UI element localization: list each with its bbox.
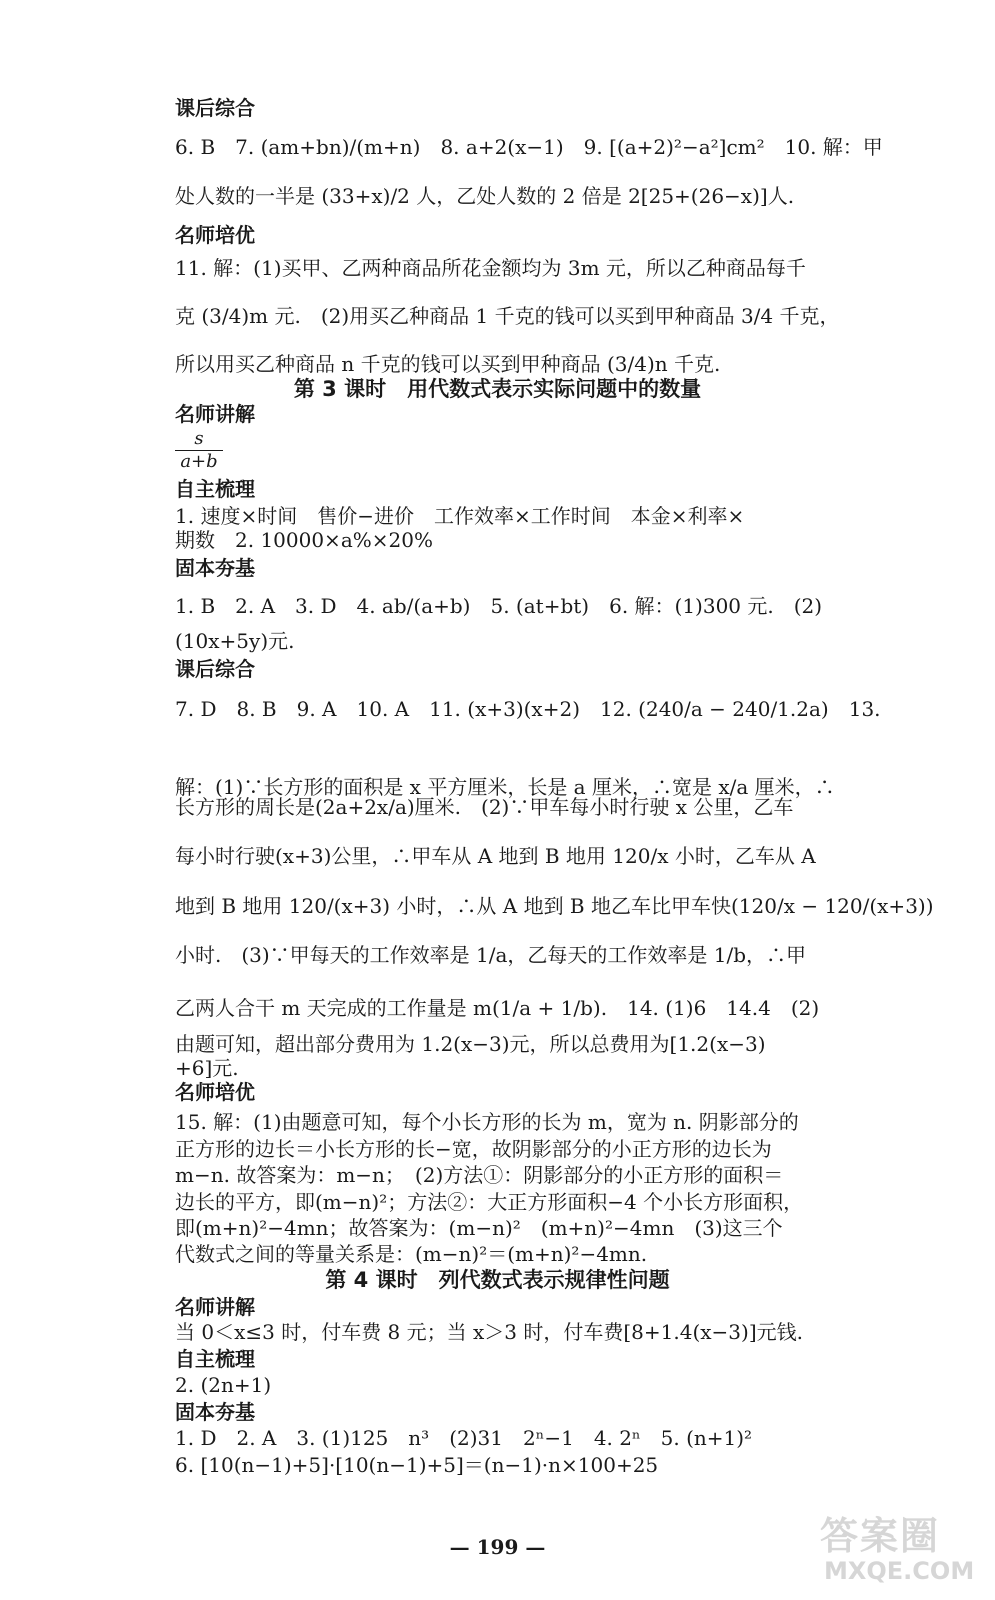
answer-line: 每小时行驶(x+3)公里，∴甲车从 A 地到 B 地用 120/x 小时，乙车从 A	[175, 844, 816, 868]
lesson-title: 第 4 课时 列代数式表示规律性问题	[325, 1268, 670, 1292]
answer-line: 处人数的一半是 (33+x)/2 人，乙处人数的 2 倍是 2[25+(26−x)]人.	[175, 184, 795, 208]
answer-line: 边长的平方，即(m−n)²；方法②：大正方形面积−4 个小长方形面积，	[175, 1190, 804, 1214]
answer-line: 地到 B 地用 120/(x+3) 小时，∴从 A 地到 B 地乙车比甲车快(120/x − 120/(x+3))	[175, 894, 934, 918]
answer-line: 15. 解：(1)由题意可知，每个小长方形的长为 m，宽为 n. 阴影部分的	[175, 1110, 799, 1134]
answer-line: 期数 2. 10000×a%×20%	[175, 528, 433, 552]
lesson-title: 第 3 课时 用代数式表示实际问题中的数量	[293, 377, 702, 401]
fraction-numerator: s	[175, 428, 223, 451]
answer-line: 即(m+n)²−4mn；故答案为：(m−n)² (m+n)²−4mn (3)这三个	[175, 1216, 783, 1240]
answer-line: 解：(1)∵长方形的面积是 x 平方厘米，长是 a 厘米，∴宽是 x/a 厘米，∴	[175, 775, 835, 799]
section-heading: 自主梳理	[175, 1347, 255, 1371]
section-heading: 固本夯基	[175, 1400, 255, 1424]
answer-line: 代数式之间的等量关系是：(m−n)²＝(m+n)²−4mn.	[175, 1242, 648, 1266]
section-heading: 自主梳理	[175, 477, 255, 501]
answer-line: 1. 速度×时间 售价−进价 工作效率×工作时间 本金×利率×	[175, 504, 745, 528]
answer-line: 2. (2n+1)	[175, 1373, 272, 1397]
answer-line: 由题可知，超出部分费用为 1.2(x−3)元，所以总费用为[1.2(x−3)	[175, 1032, 766, 1056]
section-heading: 名师培优	[175, 223, 255, 247]
watermark-site-text: MXQE.COM	[824, 1557, 975, 1585]
watermark-logo-text: 答案圈	[820, 1514, 941, 1558]
answer-line: 11. 解：(1)买甲、乙两种商品所花金额均为 3m 元，所以乙种商品每千	[175, 256, 806, 280]
answer-line: 所以用买乙种商品 n 千克的钱可以买到甲种商品 (3/4)n 千克.	[175, 352, 721, 376]
answer-line: m−n. 故答案为：m−n； (2)方法①：阴影部分的小正方形的面积＝	[175, 1163, 784, 1187]
answer-line: 6. B 7. (am+bn)/(m+n) 8. a+2(x−1) 9. [(a+2)²−a²]cm² 10. 解：甲	[175, 135, 883, 159]
answer-line: 乙两人合干 m 天完成的工作量是 m(1/a + 1/b). 14. (1)6 14.4 (2)	[175, 996, 820, 1020]
answer-line: 1. B 2. A 3. D 4. ab/(a+b) 5. (at+bt) 6. 解：(1)300 元. (2)	[175, 594, 823, 618]
watermark-logo	[820, 1505, 990, 1595]
answer-line: 小时. (3)∵甲每天的工作效率是 1/a，乙每天的工作效率是 1/b，∴甲	[175, 943, 807, 967]
section-heading: 名师培优	[175, 1080, 255, 1104]
section-heading: 课后综合	[175, 96, 255, 120]
page-number: — 199 —	[449, 1535, 546, 1559]
fraction-answer	[175, 428, 223, 473]
answer-line: +6]元.	[175, 1056, 239, 1080]
section-heading: 名师讲解	[175, 402, 255, 426]
answer-line: 正方形的边长＝小长方形的长−宽，故阴影部分的小正方形的边长为	[175, 1137, 772, 1161]
section-heading: 名师讲解	[175, 1295, 255, 1319]
fraction-denominator: a+b	[180, 451, 218, 472]
answer-line: 克 (3/4)m 元. (2)用买乙种商品 1 千克的钱可以买到甲种商品 3/4 千克，	[175, 304, 840, 328]
answer-line: 1. D 2. A 3. (1)125 n³ (2)31 2ⁿ−1 4. 2ⁿ 5. (n+1)²	[175, 1426, 753, 1450]
section-heading: 固本夯基	[175, 556, 255, 580]
answer-line: 6. [10(n−1)+5]·[10(n−1)+5]＝(n−1)·n×100+25	[175, 1453, 659, 1477]
answer-line: 7. D 8. B 9. A 10. A 11. (x+3)(x+2) 12. (240/a − 240/1.2a) 13.	[175, 697, 881, 721]
section-heading: 课后综合	[175, 657, 255, 681]
answer-line: 长方形的周长是(2a+2x/a)厘米. (2)∵甲车每小时行驶 x 公里，乙车	[175, 795, 794, 819]
answer-line: (10x+5y)元.	[175, 629, 295, 653]
answer-line: 当 0＜x≤3 时，付车费 8 元；当 x＞3 时，付车费[8+1.4(x−3)]元钱.	[175, 1320, 803, 1344]
